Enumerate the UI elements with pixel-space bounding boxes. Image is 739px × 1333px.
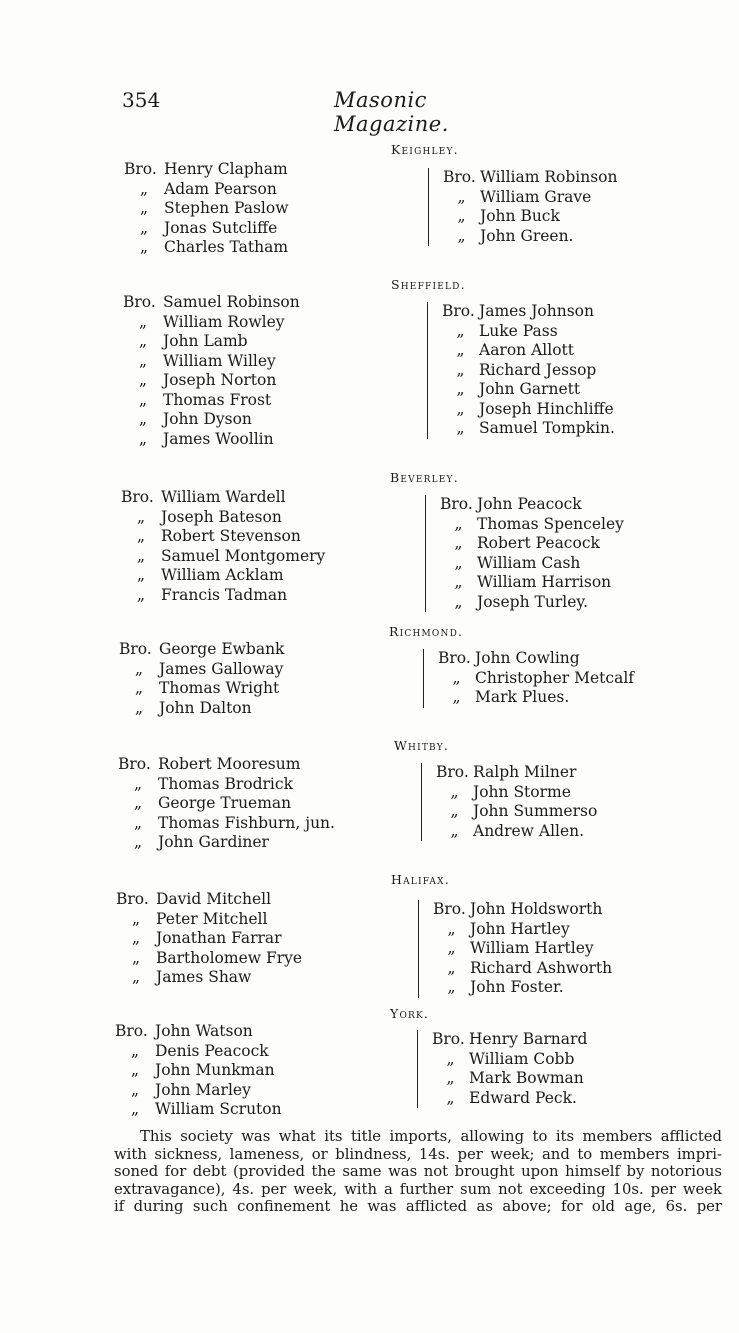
ditto-mark: „ xyxy=(450,802,459,820)
member-name: John Peacock xyxy=(477,495,582,513)
ditto-mark: „ xyxy=(138,410,148,428)
ditto-mark: „ xyxy=(456,419,465,437)
bro-label: Bro. xyxy=(442,302,475,320)
ditto-mark: „ xyxy=(136,585,146,604)
page-number: 354 xyxy=(122,88,161,112)
member-name: Aaron Allott xyxy=(479,341,574,359)
lodge-town-heading: Halifax. xyxy=(391,872,450,887)
member-row xyxy=(436,802,597,822)
member-row xyxy=(440,593,624,613)
member-row xyxy=(440,515,624,535)
member-name: James Galloway xyxy=(159,659,284,678)
member-name: Joseph Norton xyxy=(163,371,277,389)
member-row xyxy=(123,293,300,313)
member-row xyxy=(118,775,335,795)
member-name: Francis Tadman xyxy=(161,585,288,604)
bro-label: Bro. xyxy=(432,1030,465,1048)
member-name: Robert Peacock xyxy=(477,534,600,552)
member-name: David Mitchell xyxy=(156,890,272,908)
member-row xyxy=(443,227,618,247)
member-row xyxy=(124,199,289,219)
ditto-mark: „ xyxy=(446,1069,455,1087)
member-name: Robert Stevenson xyxy=(161,527,301,545)
member-row xyxy=(443,207,618,227)
member-name: James Johnson xyxy=(479,302,594,320)
member-name: Mark Plues. xyxy=(475,688,570,706)
lodge-town-heading: Richmond. xyxy=(389,624,464,639)
member-row xyxy=(432,1030,587,1050)
ditto-mark: „ xyxy=(456,380,465,398)
lodge-town-heading: Beverley. xyxy=(390,470,459,485)
member-row xyxy=(442,380,615,400)
ditto-mark: „ xyxy=(457,207,466,225)
member-name: John Holdsworth xyxy=(470,900,603,918)
member-group xyxy=(116,890,302,988)
member-row xyxy=(121,566,325,586)
member-group xyxy=(115,1022,282,1120)
bro-label: Bro. xyxy=(443,168,476,186)
member-name: Richard Jessop xyxy=(479,360,597,379)
bro-label: Bro. xyxy=(436,763,469,781)
ditto-mark: „ xyxy=(138,390,148,409)
bro-label: Bro. xyxy=(115,1022,148,1040)
ditto-mark: „ xyxy=(456,321,465,340)
member-row xyxy=(115,1022,282,1042)
member-row xyxy=(115,1042,282,1062)
ditto-mark: „ xyxy=(130,1080,140,1099)
member-row xyxy=(433,920,612,940)
member-row xyxy=(440,495,624,515)
ditto-mark: „ xyxy=(454,573,463,591)
member-row xyxy=(124,160,289,180)
member-row xyxy=(123,313,300,333)
ditto-mark: „ xyxy=(131,968,141,986)
member-name: John Dalton xyxy=(159,698,252,717)
ditto-mark: „ xyxy=(130,1061,140,1079)
member-row xyxy=(121,508,325,528)
member-row xyxy=(432,1069,587,1089)
ditto-mark: „ xyxy=(139,238,149,256)
ditto-mark: „ xyxy=(139,179,149,198)
member-name: Joseph Turley. xyxy=(477,592,588,611)
member-row xyxy=(121,547,325,567)
member-name: John Summerso xyxy=(473,802,598,820)
member-row xyxy=(442,419,615,439)
ditto-mark: „ xyxy=(450,821,459,840)
ditto-mark: „ xyxy=(138,312,148,331)
member-name: John Marley xyxy=(155,1080,251,1099)
member-name: Edward Peck. xyxy=(469,1088,577,1107)
member-name: Samuel Robinson xyxy=(163,293,300,311)
member-group xyxy=(124,160,289,258)
member-name: John Buck xyxy=(480,207,560,225)
member-name: Robert Mooresum xyxy=(158,755,301,773)
ditto-mark: „ xyxy=(447,919,456,938)
ditto-mark: „ xyxy=(136,566,146,584)
member-row xyxy=(436,783,597,803)
member-name: Thomas Wright xyxy=(159,679,280,697)
bro-label: Bro. xyxy=(438,649,471,667)
member-name: George Ewbank xyxy=(159,640,285,658)
ditto-mark: „ xyxy=(133,813,143,832)
member-name: William Wardell xyxy=(161,488,286,506)
member-name: William Cash xyxy=(477,553,581,572)
member-row xyxy=(116,890,302,910)
member-row xyxy=(116,929,302,949)
member-row xyxy=(438,649,634,669)
paragraph-line: with sickness, lameness, or blindness, 14s. per week; and to members impri- xyxy=(114,1145,722,1163)
ditto-mark: „ xyxy=(131,909,141,928)
ditto-mark: „ xyxy=(452,688,461,706)
member-row xyxy=(442,322,615,342)
member-row xyxy=(440,534,624,554)
ditto-mark: „ xyxy=(454,592,463,611)
paragraph-line: if during such confinement he was afflicted as above; for old age, 6s. per xyxy=(114,1198,722,1216)
member-name: Joseph Bateson xyxy=(161,507,282,526)
member-row xyxy=(440,573,624,593)
member-row xyxy=(121,527,325,547)
lodge-town-heading: Keighley. xyxy=(391,142,459,157)
member-name: William Robinson xyxy=(480,168,618,186)
ditto-mark: „ xyxy=(446,1088,455,1107)
member-name: George Trueman xyxy=(158,794,292,812)
bro-label: Bro. xyxy=(440,495,473,513)
member-name: Richard Ashworth xyxy=(470,958,613,977)
member-row xyxy=(443,188,618,208)
member-name: Peter Mitchell xyxy=(156,909,268,928)
member-row xyxy=(438,669,634,689)
ditto-mark: „ xyxy=(447,939,456,957)
bro-label: Bro. xyxy=(124,160,157,178)
member-name: Thomas Brodrick xyxy=(158,774,293,793)
ditto-mark: „ xyxy=(447,958,456,977)
paragraph-line: extravagance), 4s. per week, with a further sum not exceeding 10s. per week xyxy=(114,1180,722,1198)
member-name: John Hartley xyxy=(470,919,570,938)
member-group xyxy=(121,488,325,605)
ditto-mark: „ xyxy=(136,507,146,526)
member-name: Samuel Tompkin. xyxy=(479,419,615,437)
page-header xyxy=(122,88,532,136)
ditto-mark: „ xyxy=(139,218,149,237)
ditto-mark: „ xyxy=(131,929,141,947)
member-row xyxy=(440,554,624,574)
member-name: John Gardiner xyxy=(158,833,269,851)
member-name: John Lamb xyxy=(163,332,248,350)
member-group xyxy=(427,302,615,439)
member-name: John Garnett xyxy=(479,380,581,398)
member-name: Stephen Paslow xyxy=(164,199,289,217)
member-row xyxy=(123,410,300,430)
member-row xyxy=(436,763,597,783)
member-row xyxy=(442,341,615,361)
member-row xyxy=(436,822,597,842)
member-name: Bartholomew Frye xyxy=(156,948,303,967)
ditto-mark: „ xyxy=(138,332,148,350)
member-row xyxy=(118,833,335,853)
member-name: John Foster. xyxy=(470,978,564,996)
member-name: Ralph Milner xyxy=(473,763,577,781)
member-row xyxy=(433,939,612,959)
member-name: John Storme xyxy=(473,782,571,801)
member-group xyxy=(417,1030,587,1108)
ditto-mark: „ xyxy=(452,668,461,687)
member-group xyxy=(118,755,335,853)
paragraph-line: This society was what its title imports, allowing to its members afflicted xyxy=(140,1128,722,1145)
member-name: John Cowling xyxy=(475,649,580,667)
member-row xyxy=(442,302,615,322)
ditto-mark: „ xyxy=(454,534,463,552)
member-name: Denis Peacock xyxy=(155,1041,269,1060)
member-name: William Scruton xyxy=(155,1100,282,1118)
member-row xyxy=(123,391,300,411)
member-name: Christopher Metcalf xyxy=(475,668,635,687)
member-name: Thomas Spenceley xyxy=(477,514,624,533)
ditto-mark: „ xyxy=(456,399,465,418)
ditto-mark: „ xyxy=(134,659,144,678)
member-row xyxy=(118,794,335,814)
member-group xyxy=(428,168,618,246)
member-row xyxy=(123,332,300,352)
bro-label: Bro. xyxy=(123,293,156,311)
ditto-mark: „ xyxy=(450,782,459,801)
member-name: Henry Clapham xyxy=(164,160,288,178)
ditto-mark: „ xyxy=(136,527,146,545)
member-name: William Grave xyxy=(480,187,592,206)
ditto-mark: „ xyxy=(138,351,148,370)
ditto-mark: „ xyxy=(133,833,143,851)
ditto-mark: „ xyxy=(454,514,463,533)
ditto-mark: „ xyxy=(447,978,456,996)
member-name: Thomas Fishburn, jun. xyxy=(158,813,335,832)
member-row xyxy=(433,959,612,979)
member-row xyxy=(433,978,612,998)
ditto-mark: „ xyxy=(457,187,466,206)
member-name: William Willey xyxy=(163,351,276,370)
member-name: John Munkman xyxy=(155,1061,275,1079)
ditto-mark: „ xyxy=(456,360,465,379)
lodge-town-heading: Sheffield. xyxy=(391,277,466,292)
ditto-mark: „ xyxy=(131,948,141,967)
member-group xyxy=(425,495,624,612)
member-group xyxy=(119,640,284,718)
member-row xyxy=(442,400,615,420)
bro-label: Bro. xyxy=(118,755,151,773)
body-paragraph xyxy=(114,1128,722,1216)
member-row xyxy=(121,488,325,508)
ditto-mark: „ xyxy=(139,199,149,217)
member-row xyxy=(438,688,634,708)
member-row xyxy=(123,352,300,372)
member-name: John Green. xyxy=(480,226,574,245)
member-row xyxy=(115,1061,282,1081)
member-row xyxy=(432,1089,587,1109)
member-name: William Cobb xyxy=(469,1049,575,1068)
member-row xyxy=(116,910,302,930)
member-name: James Woollin xyxy=(163,429,274,448)
lodge-town-heading: York. xyxy=(390,1006,430,1021)
member-group xyxy=(418,900,612,998)
member-name: Joseph Hinchliffe xyxy=(479,399,614,418)
member-row xyxy=(124,238,289,258)
ditto-mark: „ xyxy=(130,1100,140,1118)
ditto-mark: „ xyxy=(456,341,465,359)
member-row xyxy=(123,430,300,450)
member-name: Samuel Montgomery xyxy=(161,546,326,565)
member-name: James Shaw xyxy=(156,968,252,986)
ditto-mark: „ xyxy=(133,794,143,812)
member-row xyxy=(121,586,325,606)
member-row xyxy=(119,699,284,719)
member-name: Andrew Allen. xyxy=(473,821,585,840)
member-row xyxy=(119,679,284,699)
member-name: Mark Bowman xyxy=(469,1069,584,1087)
ditto-mark: „ xyxy=(138,371,148,389)
paragraph-line: soned for debt (provided the same was not brought upon himself by notorious xyxy=(114,1163,722,1181)
member-name: Adam Pearson xyxy=(164,179,277,198)
member-row xyxy=(432,1050,587,1070)
ditto-mark: „ xyxy=(134,698,144,717)
member-name: Luke Pass xyxy=(479,321,558,340)
ditto-mark: „ xyxy=(457,226,466,245)
member-name: John Dyson xyxy=(163,410,252,428)
member-name: Jonathan Farrar xyxy=(156,929,282,947)
member-row xyxy=(442,361,615,381)
member-row xyxy=(443,168,618,188)
ditto-mark: „ xyxy=(133,774,143,793)
member-row xyxy=(123,371,300,391)
member-row xyxy=(433,900,612,920)
member-row xyxy=(119,660,284,680)
member-row xyxy=(119,640,284,660)
ditto-mark: „ xyxy=(134,679,144,697)
bro-label: Bro. xyxy=(116,890,149,908)
member-row xyxy=(115,1100,282,1120)
member-name: William Rowley xyxy=(163,312,285,331)
member-name: William Harrison xyxy=(477,573,612,591)
member-group xyxy=(423,649,634,708)
member-group xyxy=(123,293,300,449)
bro-label: Bro. xyxy=(121,488,154,506)
member-row xyxy=(124,219,289,239)
ditto-mark: „ xyxy=(130,1041,140,1060)
bro-label: Bro. xyxy=(433,900,466,918)
member-row xyxy=(118,755,335,775)
member-row xyxy=(124,180,289,200)
ditto-mark: „ xyxy=(454,553,463,572)
member-name: Henry Barnard xyxy=(469,1030,588,1048)
ditto-mark: „ xyxy=(136,546,146,565)
member-name: William Acklam xyxy=(161,566,284,584)
bro-label: Bro. xyxy=(119,640,152,658)
member-row xyxy=(116,949,302,969)
member-row xyxy=(118,814,335,834)
ditto-mark: „ xyxy=(446,1049,455,1068)
member-name: Thomas Frost xyxy=(163,390,272,409)
member-row xyxy=(115,1081,282,1101)
lodge-town-heading: Whitby. xyxy=(394,738,450,753)
member-group xyxy=(421,763,597,841)
running-title: Masonic Magazine. xyxy=(334,88,449,136)
member-row xyxy=(116,968,302,988)
ditto-mark: „ xyxy=(138,429,148,448)
member-name: Jonas Sutcliffe xyxy=(164,218,278,237)
member-name: Charles Tatham xyxy=(164,238,289,256)
member-name: John Watson xyxy=(155,1022,253,1040)
member-name: William Hartley xyxy=(470,939,594,957)
